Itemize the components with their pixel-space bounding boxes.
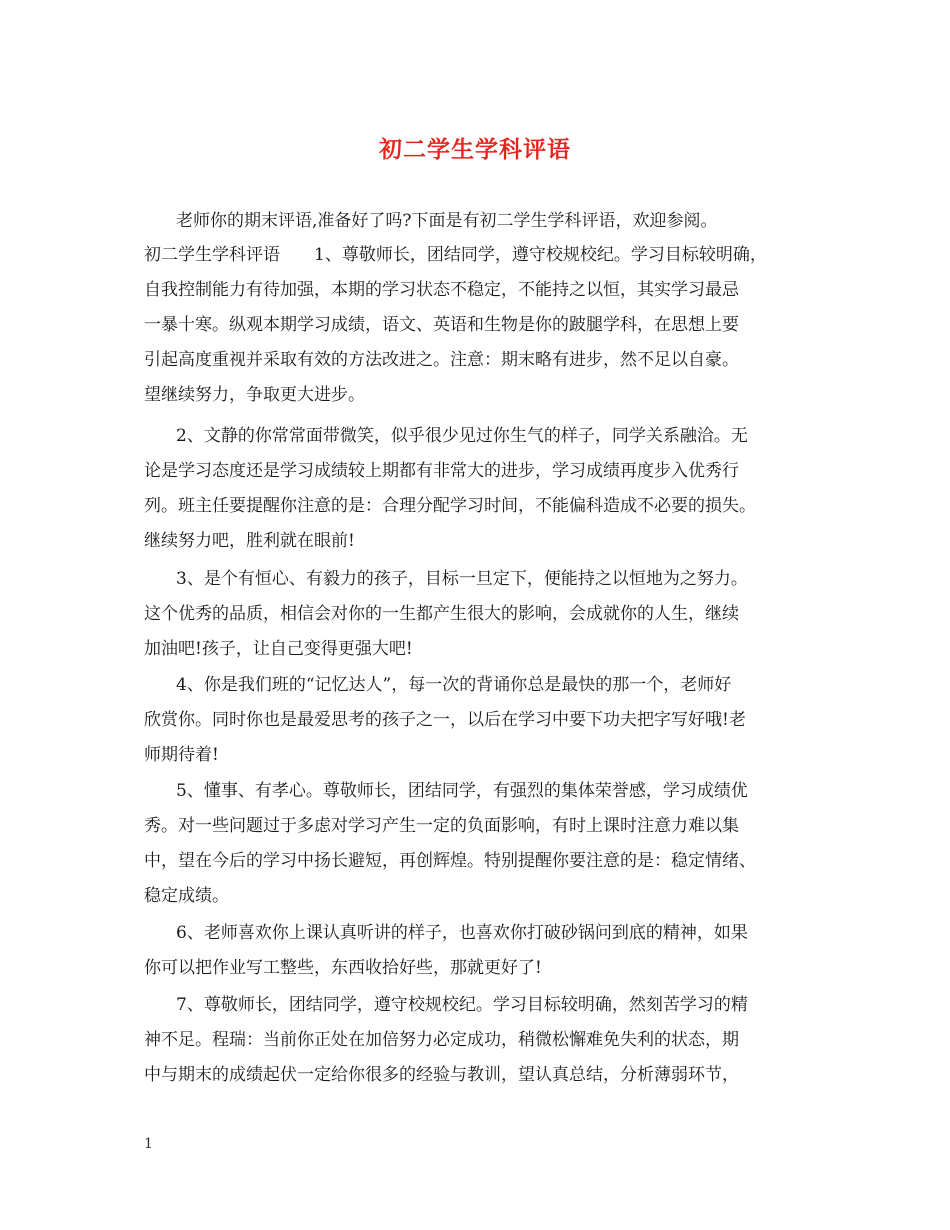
text-line: 自我控制能力有待加强，本期的学习状态不稳定，不能持之以恒，其实学习最忌 — [144, 280, 739, 300]
text-line: 论是学习态度还是学习成绩较上期都有非常大的进步，学习成绩再度步入优秀行 — [144, 461, 739, 481]
text-line: 中，望在今后的学习中扬长避短，再创辉煌。特别提醒你要注意的是：稳定情绪、 — [144, 851, 756, 871]
document-title: 初二学生学科评语 — [379, 136, 571, 163]
text-line: 引起高度重视并采取有效的方法改进之。注意：期末略有进步，然不足以自豪。 — [144, 350, 739, 370]
text-line: 4、你是我们班的“记忆达人”，每一次的背诵你总是最快的那一个，老师好 — [176, 675, 732, 695]
text-line: 稳定成绩。 — [144, 886, 229, 906]
text-line: 你可以把作业写工整些，东西收拾好些，那就更好了! — [144, 958, 542, 978]
text-line: 6、老师喜欢你上课认真听讲的样子，也喜欢你打破砂锅问到底的精神，如果 — [176, 923, 748, 943]
text-line: 望继续努力，争取更大进步。 — [144, 385, 365, 405]
text-line: 老师你的期末评语,准备好了吗?下面是有初二学生学科评语，欢迎参阅。 — [176, 211, 718, 231]
text-line: 神不足。程瑞：当前你正处在加倍努力必定成功，稍微松懈难免失利的状态，期 — [144, 1030, 739, 1050]
text-line: 一暴十寒。纵观本期学习成绩，语文、英语和生物是你的跛腿学科，在思想上要 — [144, 315, 739, 335]
text-line: 欣赏你。同时你也是最爱思考的孩子之一，以后在学习中要下功夫把字写好哦!老 — [144, 710, 746, 730]
text-line: 3、是个有恒心、有毅力的孩子，目标一旦定下，便能持之以恒地为之努力。 — [176, 569, 748, 589]
text-line: 这个优秀的品质，相信会对你的一生都产生很大的影响，会成就你的人生，继续 — [144, 604, 739, 624]
text-line: 中与期末的成绩起伏一定给你很多的经验与教训，望认真总结，分析薄弱环节， — [144, 1065, 739, 1085]
text-line: 5、懂事、有孝心。尊敬师长，团结同学，有强烈的集体荣誉感，学习成绩优 — [176, 781, 748, 801]
text-line: 秀。对一些问题过于多虑对学习产生一定的负面影响，有时上课时注意力难以集 — [144, 816, 739, 836]
page-number: 1 — [144, 1136, 153, 1152]
text-line: 2、文静的你常常面带微笑，似乎很少见过你生气的样子，同学关系融洽。无 — [176, 426, 748, 446]
text-line: 师期待着! — [144, 745, 219, 765]
text-line: 加油吧!孩子，让自己变得更强大吧! — [144, 639, 413, 659]
text-line: 继续努力吧，胜利就在眼前! — [144, 531, 355, 551]
text-line: 列。班主任要提醒你注意的是：合理分配学习时间，不能偏科造成不必要的损失。 — [144, 496, 756, 516]
text-line: 初二学生学科评语 1、尊敬师长，团结同学，遵守校规校纪。学习目标较明确， — [144, 245, 767, 265]
text-line: 7、尊敬师长，团结同学，遵守校规校纪。学习目标较明确，然刻苦学习的精 — [176, 995, 748, 1015]
